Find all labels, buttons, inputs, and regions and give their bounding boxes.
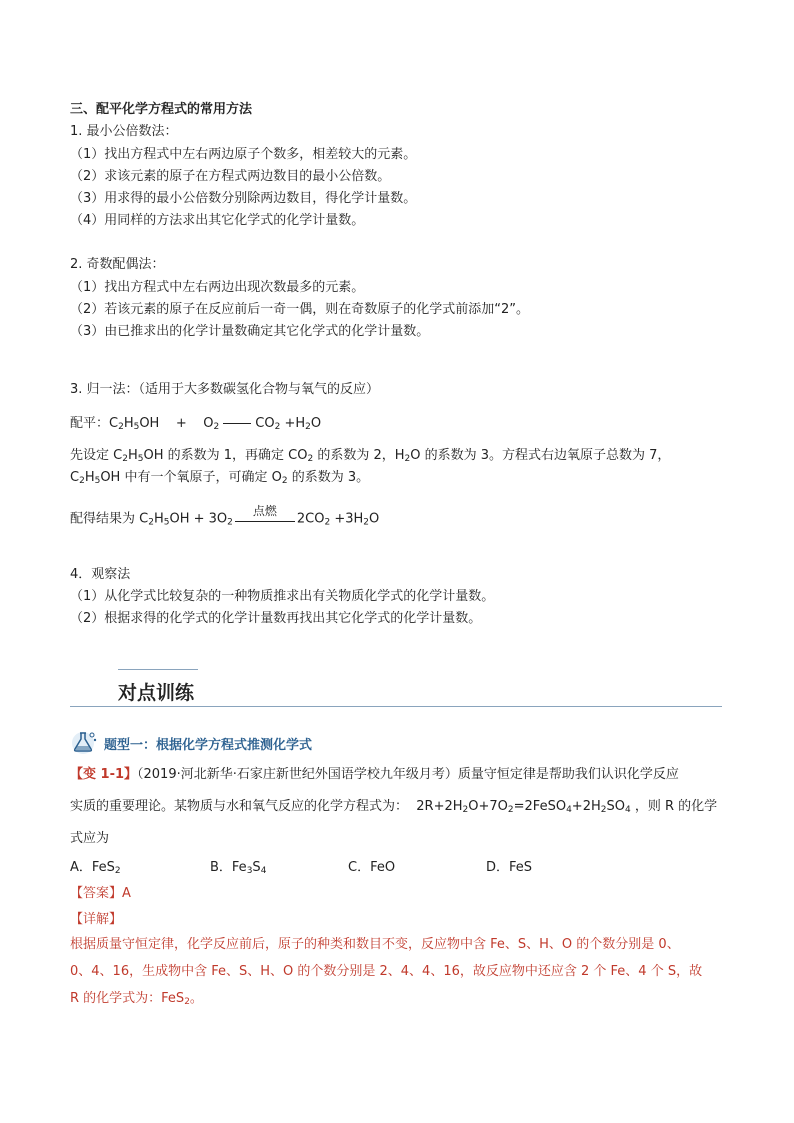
detail-label: 【详解】	[70, 912, 123, 927]
option-b: B．$Fe_3S_4$	[210, 860, 267, 876]
section-rule	[70, 706, 722, 707]
method-1-step: （2）求该元素的原子在方程式两边数目的最小公倍数。	[70, 169, 391, 184]
detail-line: R 的化学式为：FeS$_2$。	[70, 991, 203, 1007]
method-3-title: 3. 归一法：（适用于大多数碳氢化合物与氧气的反应）	[70, 382, 380, 397]
detail-line: 0、4、16，生成物中含 Fe、S、H、O 的个数分别是 2、4、4、16，故反应物中还应含 2 个 Fe、4 个 S，故	[70, 964, 703, 979]
method-4-step: （1）从化学式比较复杂的一种物质推求出有关物质化学式的化学计量数。	[70, 589, 495, 604]
answer: 【答案】A	[70, 886, 131, 901]
question-line: 【变 1-1】（2019·河北新华·石家庄新世纪外国语学校九年级月考）质量守恒定律是帮助我们认识化学反应	[70, 767, 679, 782]
method-1-title: 1. 最小公倍数法：	[70, 124, 178, 139]
section-heading: 三、配平化学方程式的常用方法	[70, 102, 253, 117]
explanation-line: $C_2H_5OH$ 中有一个氧原子，可确定 $O_2$ 的系数为 3。	[70, 470, 370, 486]
detail-line: 根据质量守恒定律，化学反应前后，原子的种类和数目不变，反应物中含 Fe、S、H、O 的个数分别是 0、	[70, 937, 680, 952]
option-d: D．FeS	[486, 860, 533, 875]
question-line: 式应为	[70, 831, 110, 846]
equation-unbalanced: 配平：$C_2H_5OH$ + $O_2$ $CO_2 +H_2O$	[70, 416, 322, 432]
equation-balanced: 配得结果为 $C_2H_5OH + 3O_2$ 点燃 $2CO_2 +3H_2O$	[70, 504, 380, 528]
method-1-step: （1）找出方程式中左右两边原子个数多，相差较大的元素。	[70, 147, 417, 162]
method-4-title: 4．观察法	[70, 567, 131, 582]
question-tag: 【变 1-1】	[70, 767, 138, 782]
training-title: 对点训练	[118, 682, 195, 704]
method-4-step: （2）根据求得的化学式的化学计量数再找出其它化学式的化学计量数。	[70, 611, 482, 626]
method-2-step: （3）由已推求出的化学计量数确定其它化学式的化学计量数。	[70, 324, 430, 339]
method-2-title: 2. 奇数配偶法：	[70, 257, 165, 272]
reaction-line	[223, 423, 251, 424]
flask-icon	[70, 729, 98, 755]
method-2-step: （1）找出方程式中左右两边出现次数最多的元素。	[70, 280, 365, 295]
question-type-title: 题型一：根据化学方程式推测化学式	[104, 738, 313, 753]
method-1-step: （3）用求得的最小公倍数分别除两边数目，得化学计量数。	[70, 191, 417, 206]
option-a: A．FeS$_2$	[70, 860, 121, 876]
method-1-step: （4）用同样的方法求出其它化学式的化学计量数。	[70, 213, 365, 228]
method-2-step: （2）若该元素的原子在反应前后一奇一偶，则在奇数原子的化学式前添加“2”。	[70, 302, 530, 317]
section-rule-short	[118, 669, 198, 670]
explanation-line: 先设定 $C_2H_5OH$ 的系数为 1，再确定 $CO_2$ 的系数为 2，$H_2O$ 的系数为 3。方程式右边氧原子总数为 7，	[70, 448, 671, 464]
question-line: 实质的重要理论。某物质与水和氧气反应的化学方程式为： $2R+2H_2O+7O_2=2FeSO_4+2H_2SO_4$ ，则 R 的化学	[70, 799, 718, 815]
option-c: C．FeO	[348, 860, 396, 875]
reaction-arrow: 点燃	[235, 509, 295, 529]
